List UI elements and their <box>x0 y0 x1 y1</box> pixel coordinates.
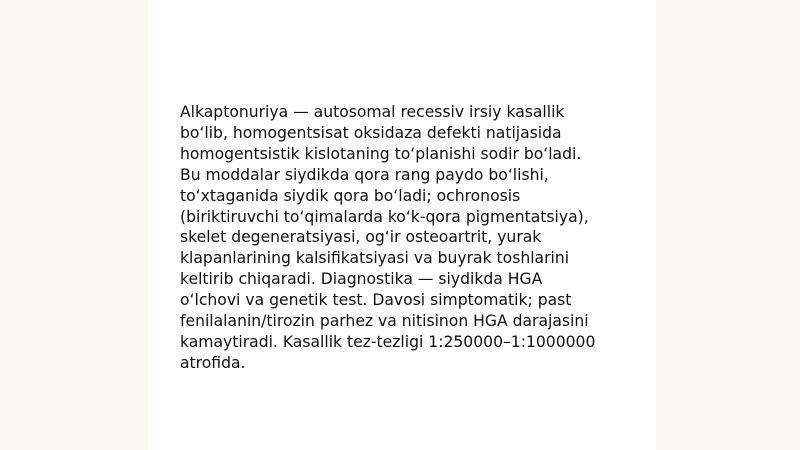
text-line-2: bo‘lib, homogentsisat oksidaza defekti natijasida <box>180 123 562 142</box>
body-paragraph <box>180 102 630 374</box>
text-line-9: keltirib chiqaradi. Diagnostika — siydikda HGA <box>180 270 543 289</box>
text-line-10: o‘lchovi va genetik test. Davosi simptomatik; past <box>180 291 572 310</box>
text-line-11: fenilalanin/tirozin parhez va nitisinon HGA darajasini <box>180 312 589 331</box>
text-line-7: skelet degeneratsiyasi, og‘ir osteoartrit, yurak <box>180 228 542 247</box>
text-line-3: homogentsistik kislotaning to‘planishi sodir bo‘ladi. <box>180 144 582 163</box>
left-margin <box>0 0 148 450</box>
text-line-5: to‘xtaganida siydik qora bo‘ladi; ochronosis <box>180 186 521 205</box>
text-line-13: atrofida. <box>180 353 246 372</box>
right-margin <box>656 0 800 450</box>
text-line-4: Bu moddalar siydikda qora rang paydo bo‘lishi, <box>180 165 549 184</box>
text-line-6: (biriktiruvchi to‘qimalarda ko‘k-qora pigmentatsiya), <box>180 207 589 226</box>
text-line-8: klapanlarining kalsifikatsiyasi va buyrak toshlarini <box>180 249 570 268</box>
text-line-1: Alkaptonuriya — autosomal recessiv irsiy kasallik <box>180 103 565 121</box>
text-line-12: kamaytiradi. Kasallik tez-tezligi 1:250000–1:1000000 <box>180 332 596 351</box>
